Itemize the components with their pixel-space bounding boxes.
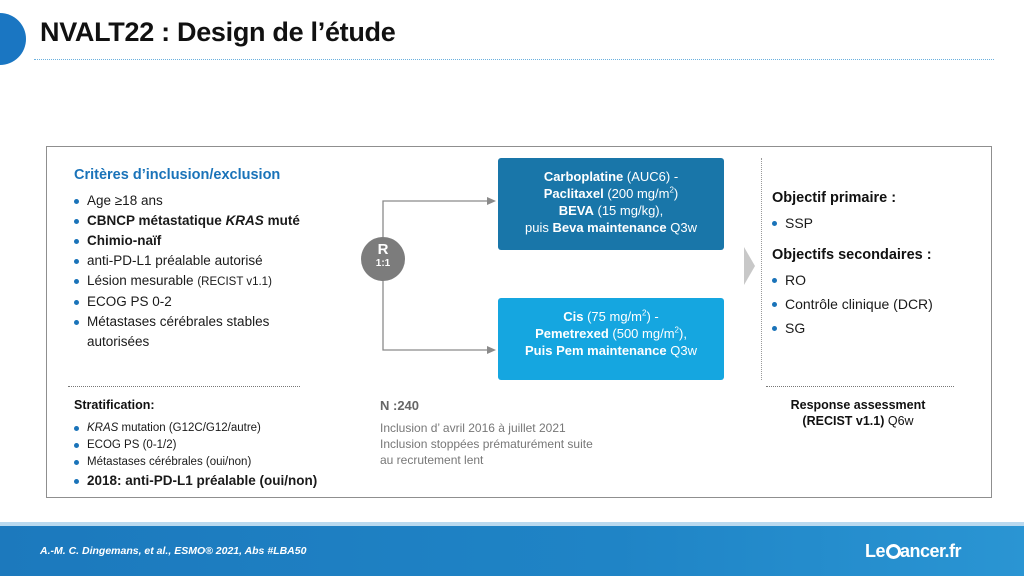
stratification-item: 2018: anti-PD-L1 préalable (oui/non) xyxy=(74,471,317,491)
criteria-title: Critères d’inclusion/exclusion xyxy=(74,167,281,183)
stratification-title: Stratification: xyxy=(74,398,155,412)
primary-objective-list xyxy=(772,211,813,235)
criteria-item: Métastases cérébrales stables autorisées xyxy=(74,312,300,352)
stratification-item: ECOG PS (0-1/2) xyxy=(74,437,317,454)
sample-size: N :240 xyxy=(380,398,420,413)
criteria-item: Lésion mesurable (RECIST v1.1) xyxy=(74,271,300,292)
randomization-ratio: 1:1 xyxy=(375,258,391,269)
treatment-arm-carboplatin: Carboplatine (AUC6) - Paclitaxel (200 $mg/m^2$) BEVA (15 mg/kg), puis Beva maintenance Q3w xyxy=(498,158,724,250)
arm1-arrowhead xyxy=(487,197,496,205)
criteria-item: CBNCP métastatique KRAS muté xyxy=(74,211,300,231)
lecancer-logo: Le ancer.fr xyxy=(865,541,962,561)
response-title: Response assessment xyxy=(790,398,926,412)
enrollment-note: Inclusion d’ avril 2016 à juillet 2021 Inclusion stoppées prématurément suite au recrutement lent xyxy=(380,421,593,467)
criteria-item: ECOG PS 0-2 xyxy=(74,292,300,312)
chevron-right-icon xyxy=(744,247,755,285)
response-detail: (RECIST v1.1) Q6w xyxy=(802,414,914,428)
slide-title: NVALT22 : Design de l’étude xyxy=(40,17,396,47)
arm2-arrowhead xyxy=(487,346,496,354)
objective-item: Contrôle clinique (DCR) xyxy=(772,292,933,316)
citation: A.-M. C. Dingemans, et al., ESMO® 2021, Abs #LBA50 xyxy=(40,545,307,557)
secondary-objectives-title: Objectifs secondaires : xyxy=(772,247,932,263)
stratification-item: KRAS mutation (G12C/G12/autre) xyxy=(74,420,317,437)
primary-objective-title: Objectif primaire : xyxy=(772,190,897,206)
response-divider xyxy=(766,386,954,387)
objective-item: SSP xyxy=(772,211,813,235)
criteria-item: anti-PD-L1 préalable autorisé xyxy=(74,251,300,271)
objective-item: SG xyxy=(772,316,933,340)
randomization-label: R xyxy=(377,241,389,258)
secondary-objectives-list xyxy=(772,268,933,340)
criteria-item: Age ≥18 ans xyxy=(74,191,300,211)
objectives-divider xyxy=(761,158,762,380)
arm1-connector xyxy=(383,201,488,237)
objective-item: RO xyxy=(772,268,933,292)
randomization-circle xyxy=(361,237,405,281)
criteria-item: Chimio-naïf xyxy=(74,231,300,251)
stratification-item: Métastases cérébrales (oui/non) xyxy=(74,454,317,471)
logo-ring-icon xyxy=(886,544,901,559)
treatment-arm-cisplatin: Cis (75 $mg/m^2$) - Pemetrexed (500 $mg/m^2$), Puis Pem maintenance Q3w xyxy=(498,298,724,380)
arm2-connector xyxy=(383,281,488,350)
